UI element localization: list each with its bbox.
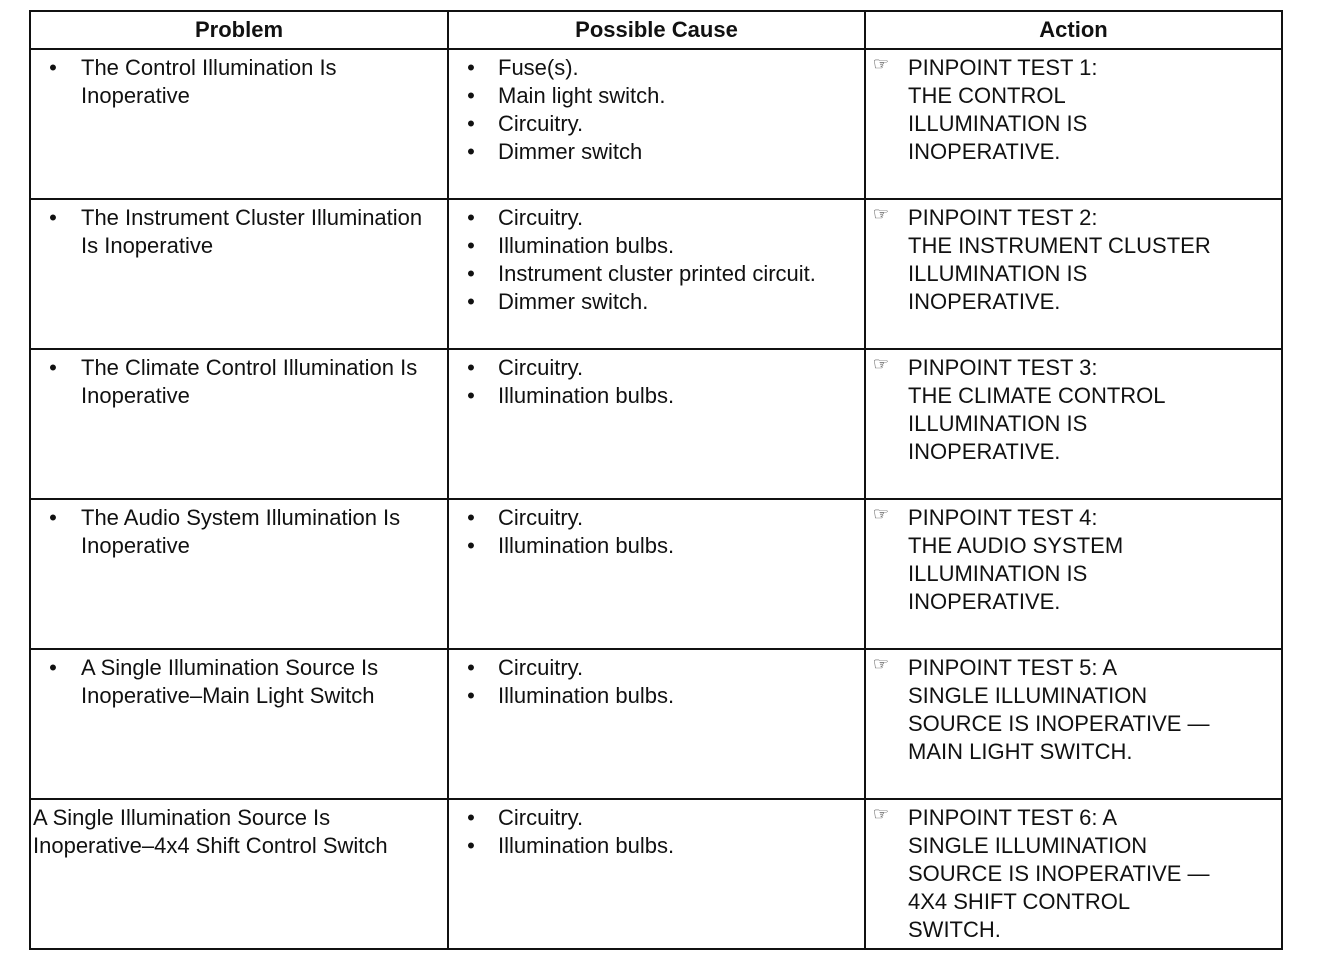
bullet-icon: • [467,355,475,380]
cause-cell [448,499,865,649]
cause-item [457,110,856,138]
cause-text: Illumination bulbs. [498,233,675,258]
cause-text: Circuitry. [498,805,584,830]
bullet-icon: • [467,55,475,80]
problem-cell [30,499,448,649]
pointing-hand-icon: ☞ [872,654,890,674]
cause-text: Illumination bulbs. [498,533,675,558]
table-row [30,49,1282,199]
table-row [30,199,1282,349]
cause-text: Dimmer switch. [498,289,649,314]
action-cell [865,49,1282,199]
bullet-icon: • [49,55,57,80]
cause-text: Circuitry. [498,205,584,230]
bullet-icon: • [467,805,475,830]
bullet-icon: • [467,233,475,258]
action-cell [865,649,1282,799]
bullet-icon: • [49,205,57,230]
problem-item [39,54,439,110]
cause-text: Circuitry. [498,505,584,530]
table-row [30,799,1282,949]
cause-cell [448,199,865,349]
problem-text: The Audio System Illumination Is Inoperative [81,505,401,558]
cause-item [457,138,856,166]
cause-item [457,54,856,82]
header-action: Action [865,11,1282,49]
cause-text: Illumination bulbs. [498,683,675,708]
pinpoint-test-link[interactable]: PINPOINT TEST 6: A SINGLE ILLUMINATION SOURCE IS INOPERATIVE — 4X4 SHIFT CONTROL SWITCH. [908,805,1210,942]
cause-text: Illumination bulbs. [498,383,675,408]
cause-text: Instrument cluster printed circuit. [498,261,816,286]
problem-text: The Instrument Cluster Illumination Is Inoperative [81,205,423,258]
pointing-hand-icon: ☞ [872,354,890,374]
problem-item [39,654,439,710]
problem-cell [30,49,448,199]
cause-text: Circuitry. [498,355,584,380]
cause-text: Dimmer switch [498,139,643,164]
bullet-icon: • [467,833,475,858]
bullet-icon: • [467,205,475,230]
cause-item [457,354,856,382]
bullet-icon: • [467,505,475,530]
action-cell [865,499,1282,649]
cause-cell [448,49,865,199]
pointing-hand-icon: ☞ [872,54,890,74]
bullet-icon: • [467,261,475,286]
bullet-icon: • [467,289,475,314]
bullet-icon: • [49,355,57,380]
bullet-icon: • [467,111,475,136]
cause-text: Illumination bulbs. [498,833,675,858]
problem-cell [30,199,448,349]
cause-text: Main light switch. [498,83,666,108]
bullet-icon: • [467,533,475,558]
action-cell [865,799,1282,949]
cause-item [457,654,856,682]
problem-item [39,354,439,410]
table-row [30,649,1282,799]
cause-item [457,82,856,110]
diagnostic-document [29,10,1281,950]
bullet-icon: • [467,383,475,408]
cause-text: Circuitry. [498,655,584,680]
cause-text: Circuitry. [498,111,584,136]
header-problem: Problem [30,11,448,49]
problem-item [39,204,439,260]
pinpoint-test-link[interactable]: PINPOINT TEST 5: A SINGLE ILLUMINATION SOURCE IS INOPERATIVE — MAIN LIGHT SWITCH. [908,655,1210,764]
pinpoint-test-link[interactable]: PINPOINT TEST 3: THE CLIMATE CONTROL ILLUMINATION IS INOPERATIVE. [908,355,1166,464]
bullet-icon: • [49,655,57,680]
cause-item [457,232,856,260]
cause-item [457,204,856,232]
bullet-icon: • [467,139,475,164]
action-cell [865,349,1282,499]
problem-item [39,504,439,560]
bullet-icon: • [467,655,475,680]
cause-item [457,682,856,710]
cause-cell [448,799,865,949]
table-row [30,349,1282,499]
pointing-hand-icon: ☞ [872,804,890,824]
cause-item [457,804,856,832]
problem-cell [30,349,448,499]
problem-text: The Climate Control Illumination Is Inoperative [81,355,418,408]
pinpoint-test-link[interactable]: PINPOINT TEST 4: THE AUDIO SYSTEM ILLUMINATION IS INOPERATIVE. [908,505,1124,614]
problem-cell [30,799,448,949]
cause-cell [448,649,865,799]
problem-text: A Single Illumination Source Is Inoperative–Main Light Switch [81,655,379,708]
cause-item [457,832,856,860]
action-cell [865,199,1282,349]
cause-item [457,532,856,560]
pinpoint-test-link[interactable]: PINPOINT TEST 1: THE CONTROL ILLUMINATION IS INOPERATIVE. [908,55,1098,164]
cause-item [457,288,856,316]
pinpoint-test-link[interactable]: PINPOINT TEST 2: THE INSTRUMENT CLUSTER ILLUMINATION IS INOPERATIVE. [908,205,1211,314]
cause-text: Fuse(s). [498,55,579,80]
problem-text: The Control Illumination Is Inoperative [81,55,337,108]
bullet-icon: • [467,83,475,108]
bullet-icon: • [467,683,475,708]
cause-item [457,504,856,532]
pointing-hand-icon: ☞ [872,204,890,224]
symptom-chart-table [29,10,1283,950]
table-row [30,499,1282,649]
pointing-hand-icon: ☞ [872,504,890,524]
table-header-row [30,11,1282,49]
problem-text: A Single Illumination Source Is Inoperative–4x4 Shift Control Switch [33,805,388,858]
cause-cell [448,349,865,499]
cause-item [457,260,856,288]
problem-cell [30,649,448,799]
header-possible-cause: Possible Cause [448,11,865,49]
bullet-icon: • [49,505,57,530]
cause-item [457,382,856,410]
